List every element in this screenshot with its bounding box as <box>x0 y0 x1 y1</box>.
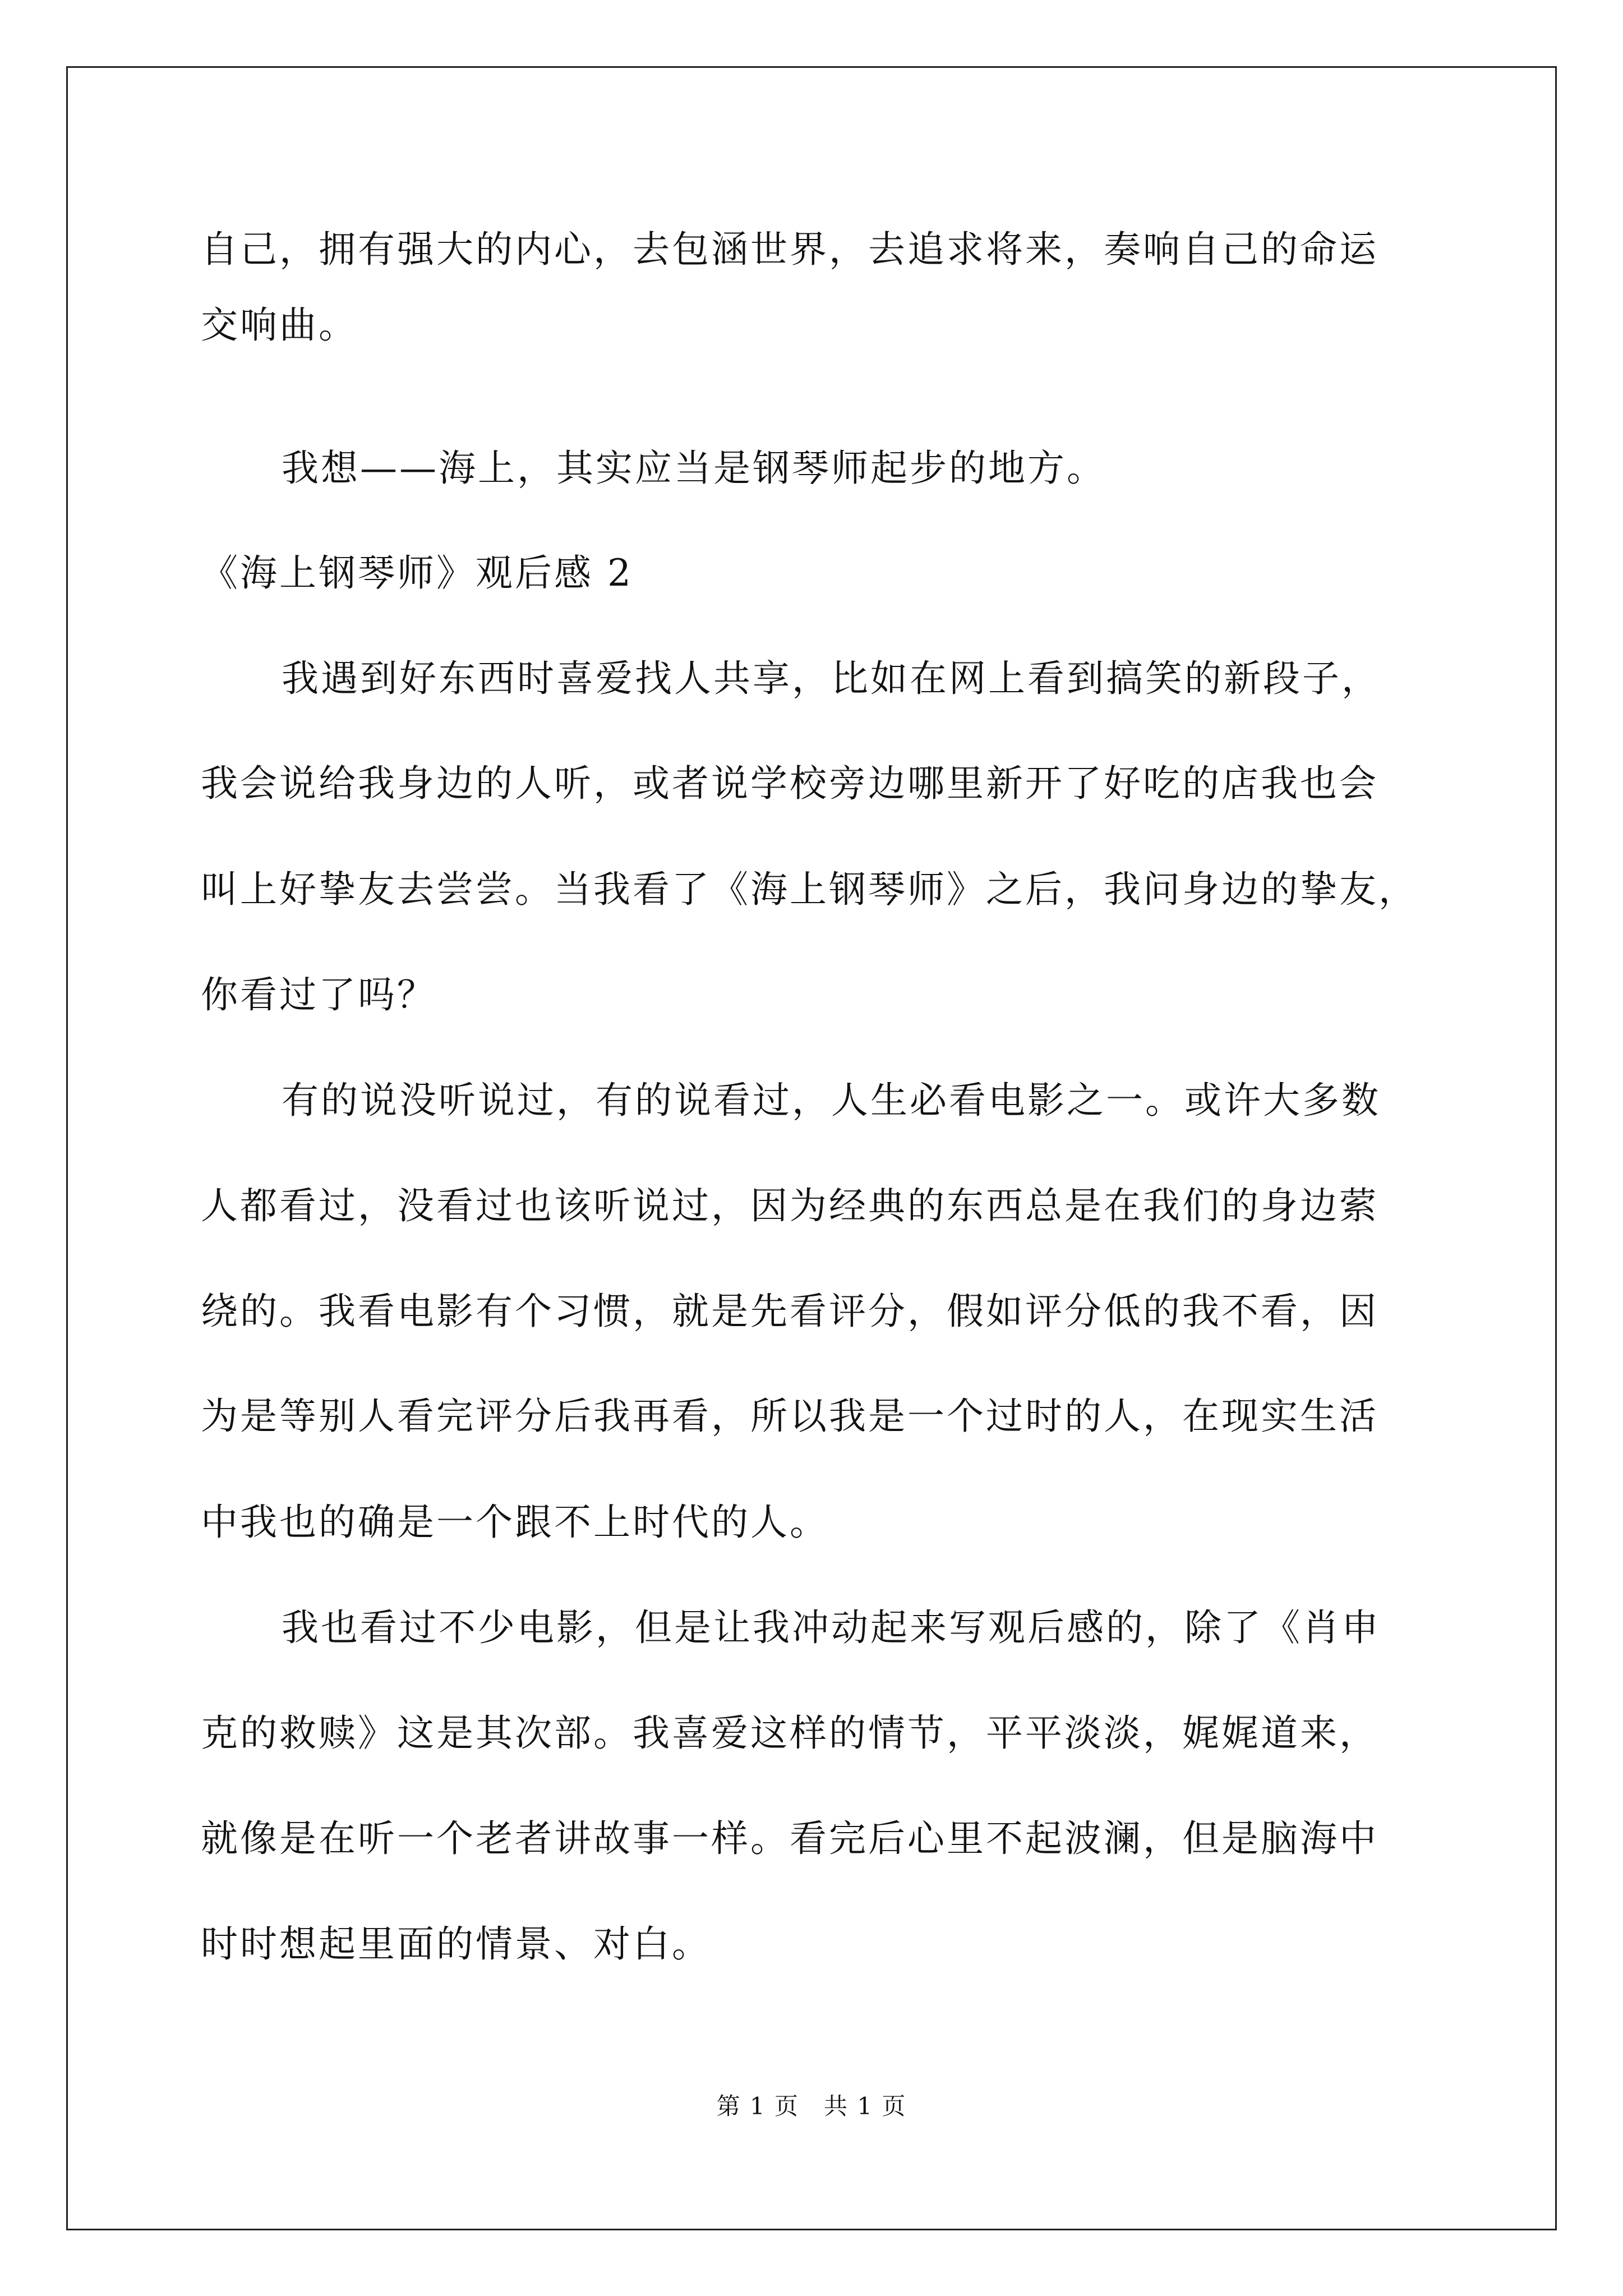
paragraph-line: 就像是在听一个老者讲故事一样。看完后心里不起波澜，但是脑海中 <box>201 1817 1378 1860</box>
page-footer: 第 1 页 共 1 页 <box>716 2092 907 2120</box>
paragraph-line: 为是等别人看完评分后我再看，所以我是一个过时的人，在现实生活 <box>201 1395 1378 1438</box>
paragraph-line: 我会说给我身边的人听，或者说学校旁边哪里新开了好吃的店我也会 <box>201 762 1378 805</box>
paragraph-line: 自己，拥有强大的内心，去包涵世界，去追求将来，奏响自己的命运 <box>201 228 1378 271</box>
paragraph-line: 叫上好挚友去尝尝。当我看了《海上钢琴师》之后，我问身边的挚友， <box>201 868 1418 911</box>
paragraph-line: 你看过了吗？ <box>201 973 436 1016</box>
paragraph-line: 我也看过不少电影，但是让我冲动起来写观后感的，除了《肖申 <box>282 1606 1381 1649</box>
section-title: 《海上钢琴师》观后感 2 <box>201 551 633 595</box>
paragraph-line: 我想——海上，其实应当是钢琴师起步的地方。 <box>282 447 1106 490</box>
paragraph-line: 中我也的确是一个跟不上时代的人。 <box>201 1501 829 1544</box>
paragraph-line: 时时想起里面的情景、对白。 <box>201 1922 711 1966</box>
paragraph-line: 交响曲。 <box>201 303 358 347</box>
paragraph-line: 克的救赎》这是其次部。我喜爱这样的情节，平平淡淡，娓娓道来， <box>201 1711 1378 1755</box>
paragraph-line: 我遇到好东西时喜爱找人共享，比如在网上看到搞笑的新段子， <box>282 657 1381 700</box>
paragraph-line: 人都看过，没看过也该听说过，因为经典的东西总是在我们的身边萦 <box>201 1184 1378 1227</box>
paragraph-line: 有的说没听说过，有的说看过，人生必看电影之一。或许大多数 <box>282 1079 1381 1122</box>
page-border <box>66 66 1557 2230</box>
paragraph-line: 绕的。我看电影有个习惯，就是先看评分，假如评分低的我不看，因 <box>201 1290 1378 1333</box>
